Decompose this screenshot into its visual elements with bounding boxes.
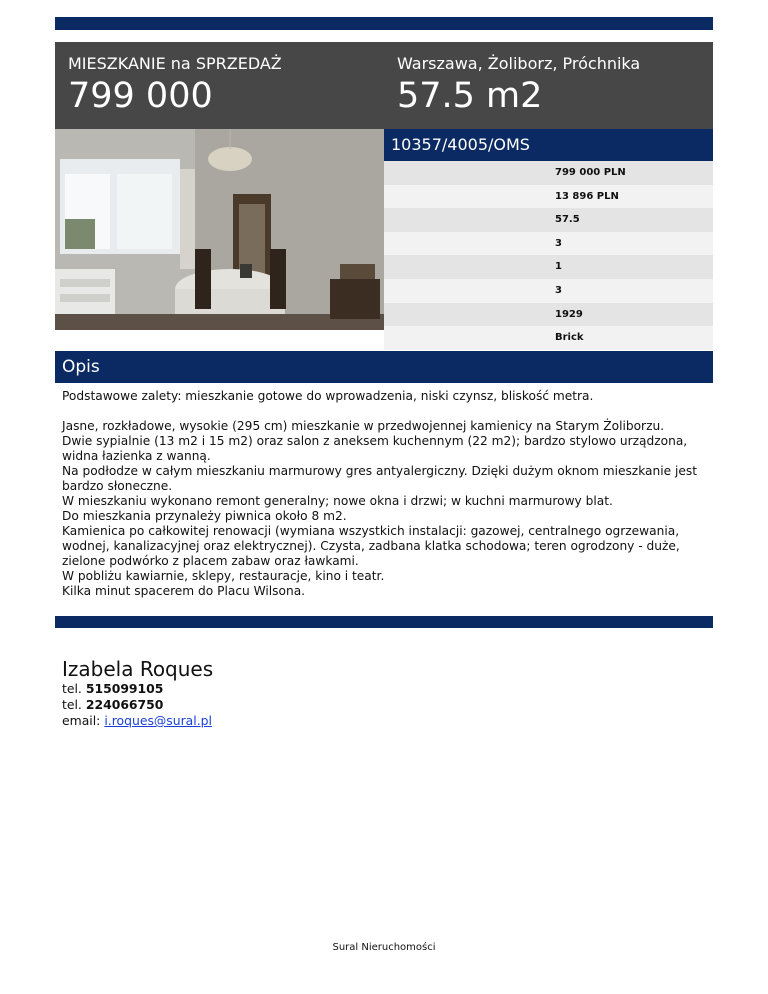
listing-type: MIESZKANIE na SPRZEDAŻ xyxy=(68,54,282,73)
footer-company: Sural Nieruchomości xyxy=(332,942,436,953)
description-line: W mieszkaniu wykonano remont generalny; nowe okna i drzwi; w kuchni marmurowy blat. xyxy=(62,494,613,508)
section-divider-bar xyxy=(55,616,713,628)
fact-floors-total: 3 xyxy=(555,284,562,296)
fact-row xyxy=(384,185,713,209)
fact-row xyxy=(384,303,713,327)
agent-phone-1: 515099105 xyxy=(85,681,164,696)
fact-year-built: 1929 xyxy=(555,308,583,320)
header-left xyxy=(68,54,282,116)
facts-table xyxy=(384,161,713,350)
reference-number: 10357/4005/OMS xyxy=(391,135,530,154)
top-accent-bar xyxy=(55,17,713,30)
agent-phone-2: 224066750 xyxy=(85,697,164,712)
listing-area: 57.5 m2 xyxy=(397,76,543,116)
description-line: Jasne, rozkładowe, wysokie (295 cm) mieszkanie w przedwojennej kamienicy na Starym Żoliborzu. xyxy=(62,419,665,433)
apartment-photo-image xyxy=(55,129,384,330)
description-line: Dwie sypialnie (13 m2 i 15 m2) oraz salon z aneksem kuchennym (22 m2); bardzo stylowo urządzona, widna łazienka z wanną. xyxy=(62,434,688,463)
fact-building-material: Brick xyxy=(555,332,584,344)
description-header xyxy=(55,351,713,383)
listing-price: 799 000 xyxy=(68,76,213,116)
agent-phone-line xyxy=(62,681,213,697)
fact-floor: 1 xyxy=(555,261,562,273)
fact-row xyxy=(384,208,713,232)
phone-label: tel. xyxy=(62,681,82,696)
description-line: Na podłodze w całym mieszkaniu marmurowy gres antyalergiczny. Dzięki dużym oknom mieszkanie jest bardzo słoneczne. xyxy=(62,464,698,493)
paragraph-gap xyxy=(62,404,707,419)
listing-location: Warszawa, Żoliborz, Próchnika xyxy=(397,54,641,73)
listing-header xyxy=(55,42,713,129)
description-line: Kamienica po całkowitej renowacji (wymiana wszystkich instalacji: gazowej, centralnego ogrzewania, wodnej, kanalizacyjnej oraz elektrycznej). Czysta, zadbana klatka schodowa; teren ogrodzony - duże, zielone podwórko z placem zabaw oraz ławkami. xyxy=(62,524,680,568)
email-label: email: xyxy=(62,713,101,728)
description-body xyxy=(62,389,707,599)
agent-name: Izabela Roques xyxy=(62,657,214,681)
description-line: W pobliżu kawiarnie, sklepy, restauracje, kino i teatr. xyxy=(62,569,385,583)
phone-label: tel. xyxy=(62,697,82,712)
fact-row xyxy=(384,279,713,303)
fact-rooms: 3 xyxy=(555,237,562,249)
reference-bar xyxy=(384,129,713,161)
agent-email-link[interactable]: i.roques@sural.pl xyxy=(104,713,212,728)
fact-area: 57.5 xyxy=(555,214,580,226)
fact-row xyxy=(384,232,713,256)
fact-row xyxy=(384,161,713,185)
fact-row xyxy=(384,326,713,350)
fact-price-per-m2: 13 896 PLN xyxy=(555,190,619,202)
header-right xyxy=(397,54,640,116)
fact-row xyxy=(384,255,713,279)
description-line: Kilka minut spacerem do Placu Wilsona. xyxy=(62,584,306,598)
agent-email-line xyxy=(62,713,213,729)
apartment-photo xyxy=(55,129,384,330)
agent-contact xyxy=(62,657,213,729)
description-line: Do mieszkania przynależy piwnica około 8 m2. xyxy=(62,509,347,523)
fact-price: 799 000 PLN xyxy=(555,167,626,178)
description-title: Opis xyxy=(62,357,100,377)
description-intro: Podstawowe zalety: mieszkanie gotowe do wprowadzenia, niski czynsz, bliskość metra. xyxy=(62,389,594,403)
agent-phone-line xyxy=(62,697,213,713)
